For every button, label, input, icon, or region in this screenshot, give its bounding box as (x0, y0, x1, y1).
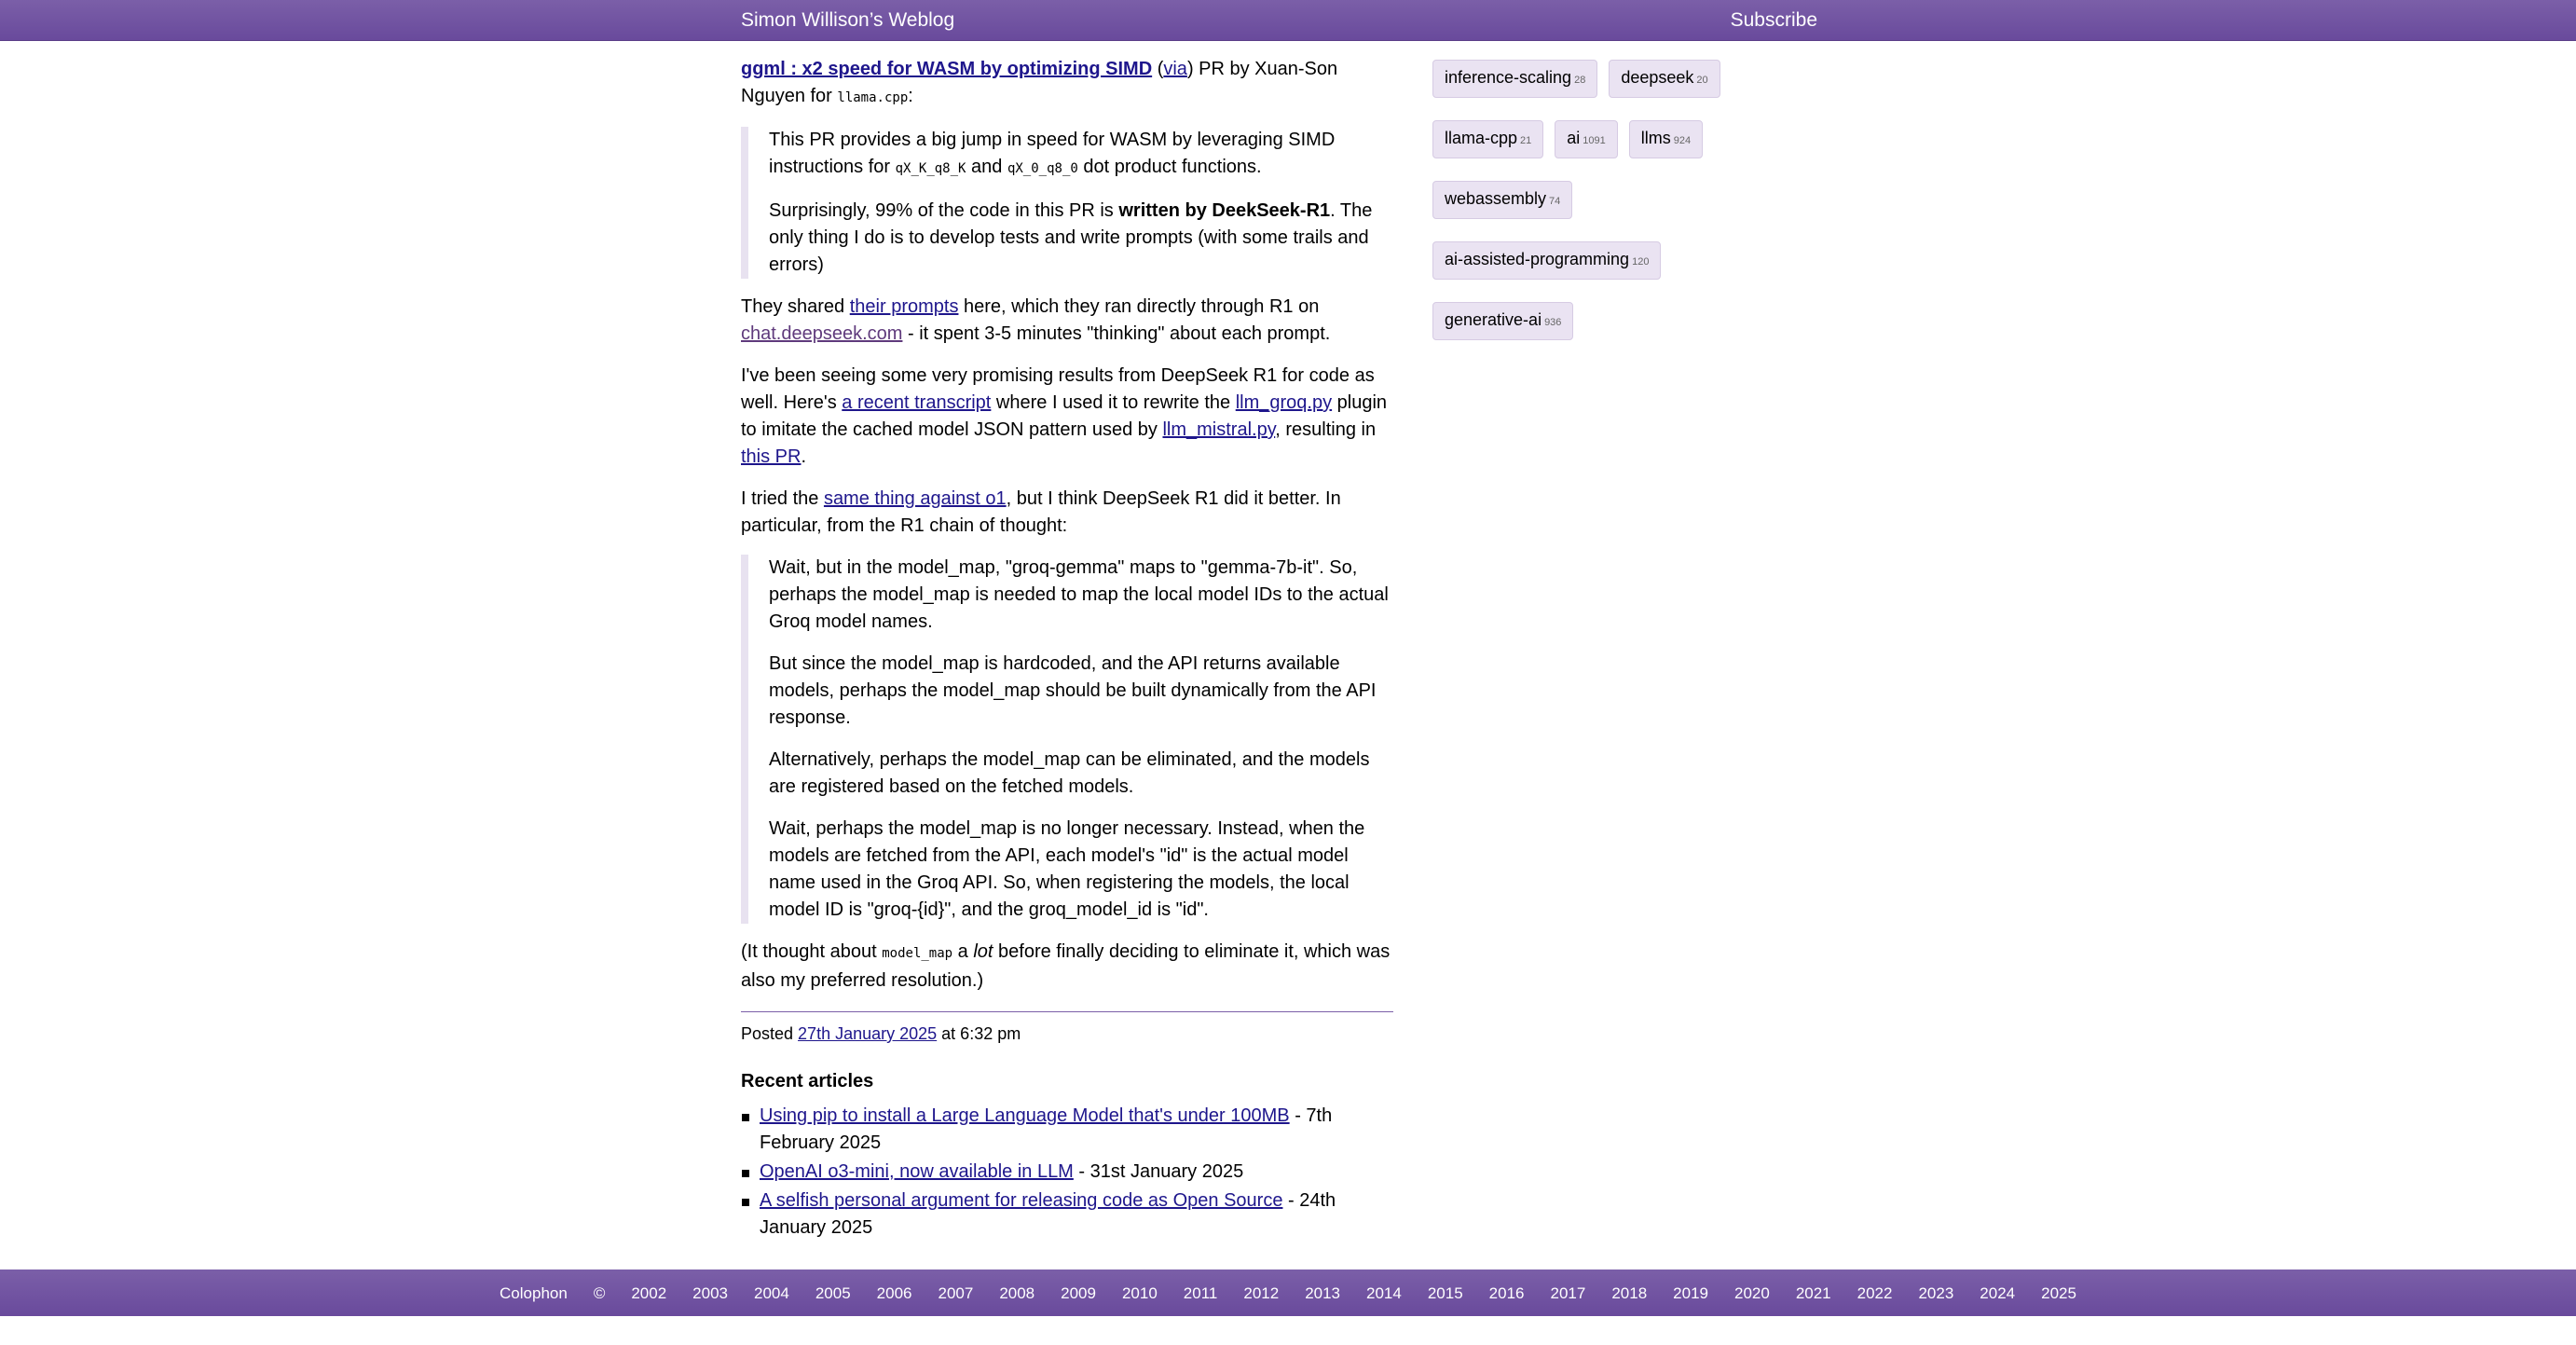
recent-article-link[interactable]: OpenAI o3-mini, now available in LLM (760, 1161, 1074, 1182)
year-link[interactable]: 2018 (1611, 1283, 1648, 1302)
body-paragraph (741, 294, 1393, 348)
inline-code: qX_0_q8_0 (1007, 161, 1078, 176)
year-link[interactable]: 2009 (1061, 1283, 1096, 1302)
quote-paragraph (769, 198, 1393, 279)
post-date-link[interactable]: 27th January 2025 (798, 1024, 938, 1043)
tag-count: 936 (1544, 317, 1562, 328)
copyright-symbol: © (593, 1283, 606, 1302)
posted-label: Posted (741, 1024, 799, 1043)
tag-label: deepseek (1621, 68, 1694, 87)
body-text: here, which they ran directly through R1 on (958, 296, 1320, 317)
tag-label: inference-scaling (1445, 68, 1572, 87)
body-text: I tried the (741, 488, 824, 509)
year-link[interactable]: 2025 (2041, 1283, 2076, 1302)
via-link[interactable]: via (1163, 59, 1187, 79)
year-link[interactable]: 2008 (999, 1283, 1035, 1302)
tag-count: 21 (1520, 135, 1532, 146)
year-link[interactable]: 2002 (631, 1283, 667, 1302)
year-link[interactable]: 2005 (815, 1283, 851, 1302)
year-link[interactable]: 2010 (1121, 1283, 1158, 1302)
tag-ai-assisted-programming[interactable] (1432, 241, 1661, 280)
tag-llama-cpp[interactable] (1432, 120, 1543, 158)
quote-text: Surprisingly, 99% of the code in this PR is (769, 200, 1119, 221)
posted-time: at 6:32 pm (937, 1024, 1021, 1043)
year-link[interactable]: 2016 (1488, 1283, 1525, 1302)
body-text: plugin to imitate the cached model JSON pattern used by (741, 392, 1388, 440)
inline-code: model_map (882, 946, 953, 961)
year-link[interactable]: 2006 (876, 1283, 912, 1302)
subscribe-link[interactable]: Subscribe (1730, 9, 1817, 31)
inline-code: qX_K_q8_K (895, 161, 966, 176)
tag-count: 74 (1549, 196, 1561, 207)
year-link[interactable]: 2014 (1366, 1283, 1402, 1302)
intro-text: ) PR by Xuan-Son Nguyen for (741, 59, 1338, 106)
tag-count: 1091 (1583, 135, 1606, 146)
body-text: , but I think DeepSeek R1 did it better. In particular, from the R1 chain of thought: (741, 488, 1341, 536)
tag-label: ai (1567, 129, 1581, 147)
body-text: before finally deciding to eliminate it, which was also my preferred resolution.) (741, 941, 1391, 991)
body-text: I've been seeing some very promising results from DeepSeek R1 for code as well. Here's (741, 365, 1375, 413)
body-text: . (801, 446, 807, 467)
intro-text: : (908, 86, 913, 106)
tag-label: llama-cpp (1445, 129, 1518, 147)
tag-list (1432, 60, 1768, 340)
tag-generative-ai[interactable] (1432, 302, 1573, 340)
tag-webassembly[interactable] (1432, 181, 1572, 219)
body-text: where I used it to rewrite the (991, 392, 1236, 413)
body-text: (It thought about (741, 941, 883, 962)
recent-article-date: - 24th January 2025 (760, 1190, 1336, 1238)
year-link[interactable]: 2022 (1857, 1283, 1893, 1302)
tag-count: 20 (1696, 75, 1708, 86)
quote-text: . The only thing I do is to develop tests and write prompts (with some trails and errors) (769, 200, 1373, 275)
tag-deepseek[interactable] (1609, 60, 1720, 98)
recent-transcript-link[interactable]: a recent transcript (842, 392, 992, 413)
tag-count: 120 (1632, 256, 1650, 268)
post-intro (741, 56, 1393, 112)
site-header-bar (0, 0, 2576, 41)
list-item (760, 1103, 1393, 1157)
main-column (741, 56, 1393, 1243)
bold-text: written by DeekSeek-R1 (1118, 200, 1331, 221)
tag-llms[interactable] (1629, 120, 1703, 158)
year-link[interactable]: 2015 (1427, 1283, 1463, 1302)
quote-paragraph (769, 127, 1393, 183)
tag-label: ai-assisted-programming (1445, 250, 1630, 268)
quote-paragraph: Alternatively, perhaps the model_map can be eliminated, and the models are registered based on the fetched models. (769, 749, 1370, 797)
this-pr-link[interactable]: this PR (741, 446, 802, 467)
year-link[interactable]: 2020 (1733, 1283, 1770, 1302)
o1-comparison-link[interactable]: same thing against o1 (823, 488, 1007, 509)
emphasis-text: lot (973, 941, 993, 962)
year-link[interactable]: 2017 (1550, 1283, 1586, 1302)
llm-groq-link[interactable]: llm_groq.py (1235, 392, 1333, 413)
list-item (760, 1187, 1393, 1242)
quote-text: This PR provides a big jump in speed for WASM by leveraging SIMD instructions for (769, 130, 1336, 177)
site-title-link[interactable]: Simon Willison’s Weblog (741, 9, 955, 31)
inline-code: llama.cpp (837, 90, 909, 105)
recent-articles-list (741, 1103, 1393, 1242)
year-link[interactable]: 2004 (754, 1283, 789, 1302)
quote-block (741, 555, 1393, 924)
tag-count: 924 (1673, 135, 1692, 146)
recent-article-date: - 7th February 2025 (760, 1105, 1333, 1153)
llm-mistral-link[interactable]: llm_mistral.py (1162, 419, 1276, 440)
recent-article-date: - 31st January 2025 (1073, 1161, 1244, 1182)
post-title-link[interactable]: ggml : x2 speed for WASM by optimizing SIMD (741, 59, 1153, 79)
year-link[interactable]: 2003 (692, 1283, 728, 1302)
colophon-link[interactable]: Colophon (500, 1283, 568, 1302)
quote-paragraph: But since the model_map is hardcoded, and the API returns available models, perhaps the model_map should be built dynamically from the API response. (769, 653, 1377, 728)
tag-label: generative-ai (1445, 310, 1542, 329)
year-link[interactable]: 2021 (1795, 1283, 1831, 1302)
body-text: a (952, 941, 974, 962)
recent-articles-heading: Recent articles (741, 1071, 874, 1091)
year-link[interactable]: 2007 (938, 1283, 974, 1302)
body-paragraph (741, 939, 1393, 995)
tag-label: webassembly (1445, 189, 1547, 208)
year-link[interactable]: 2013 (1305, 1283, 1341, 1302)
body-text: , resulting in (1275, 419, 1377, 440)
year-link[interactable]: 2024 (1980, 1283, 2016, 1302)
list-item (760, 1159, 1393, 1186)
quote-block (741, 127, 1393, 279)
year-link[interactable]: 2011 (1183, 1283, 1218, 1302)
chat-deepseek-link[interactable]: chat.deepseek.com (741, 323, 903, 344)
quote-paragraph: Wait, perhaps the model_map is no longer necessary. Instead, when the models are fetched from the API, each model's "id" is the actual model name used in the Groq API. So, when registering the models, the local model ID is "groq-{id}", and the groq_model_id is "id". (769, 818, 1365, 920)
tag-label: llms (1640, 129, 1671, 147)
tag-ai[interactable] (1555, 120, 1618, 158)
site-footer (0, 1270, 2576, 1316)
body-text: They shared (741, 296, 850, 317)
intro-text: ( (1152, 59, 1164, 79)
quote-text: and (966, 157, 1007, 177)
their-prompts-link[interactable]: their prompts (849, 296, 959, 317)
body-paragraph (741, 486, 1393, 540)
recent-article-link[interactable]: A selfish personal argument for releasing code as Open Source (760, 1190, 1283, 1211)
recent-article-link[interactable]: Using pip to install a Large Language Model that's under 100MB (760, 1105, 1290, 1126)
body-paragraph (741, 363, 1393, 471)
year-link[interactable]: 2012 (1243, 1283, 1280, 1302)
year-link[interactable]: 2023 (1918, 1283, 1954, 1302)
tag-inference-scaling[interactable] (1432, 60, 1597, 98)
body-text: - it spent 3-5 minutes "thinking" about each prompt. (902, 323, 1331, 344)
post-meta (741, 1011, 1393, 1046)
quote-paragraph: Wait, but in the model_map, "groq-gemma" maps to "gemma-7b-it". So, perhaps the model_map is needed to map the local model IDs to the actual Groq model names. (769, 557, 1389, 632)
tag-count: 28 (1574, 75, 1586, 86)
year-link[interactable]: 2019 (1673, 1283, 1708, 1302)
quote-text: dot product functions. (1077, 157, 1262, 177)
